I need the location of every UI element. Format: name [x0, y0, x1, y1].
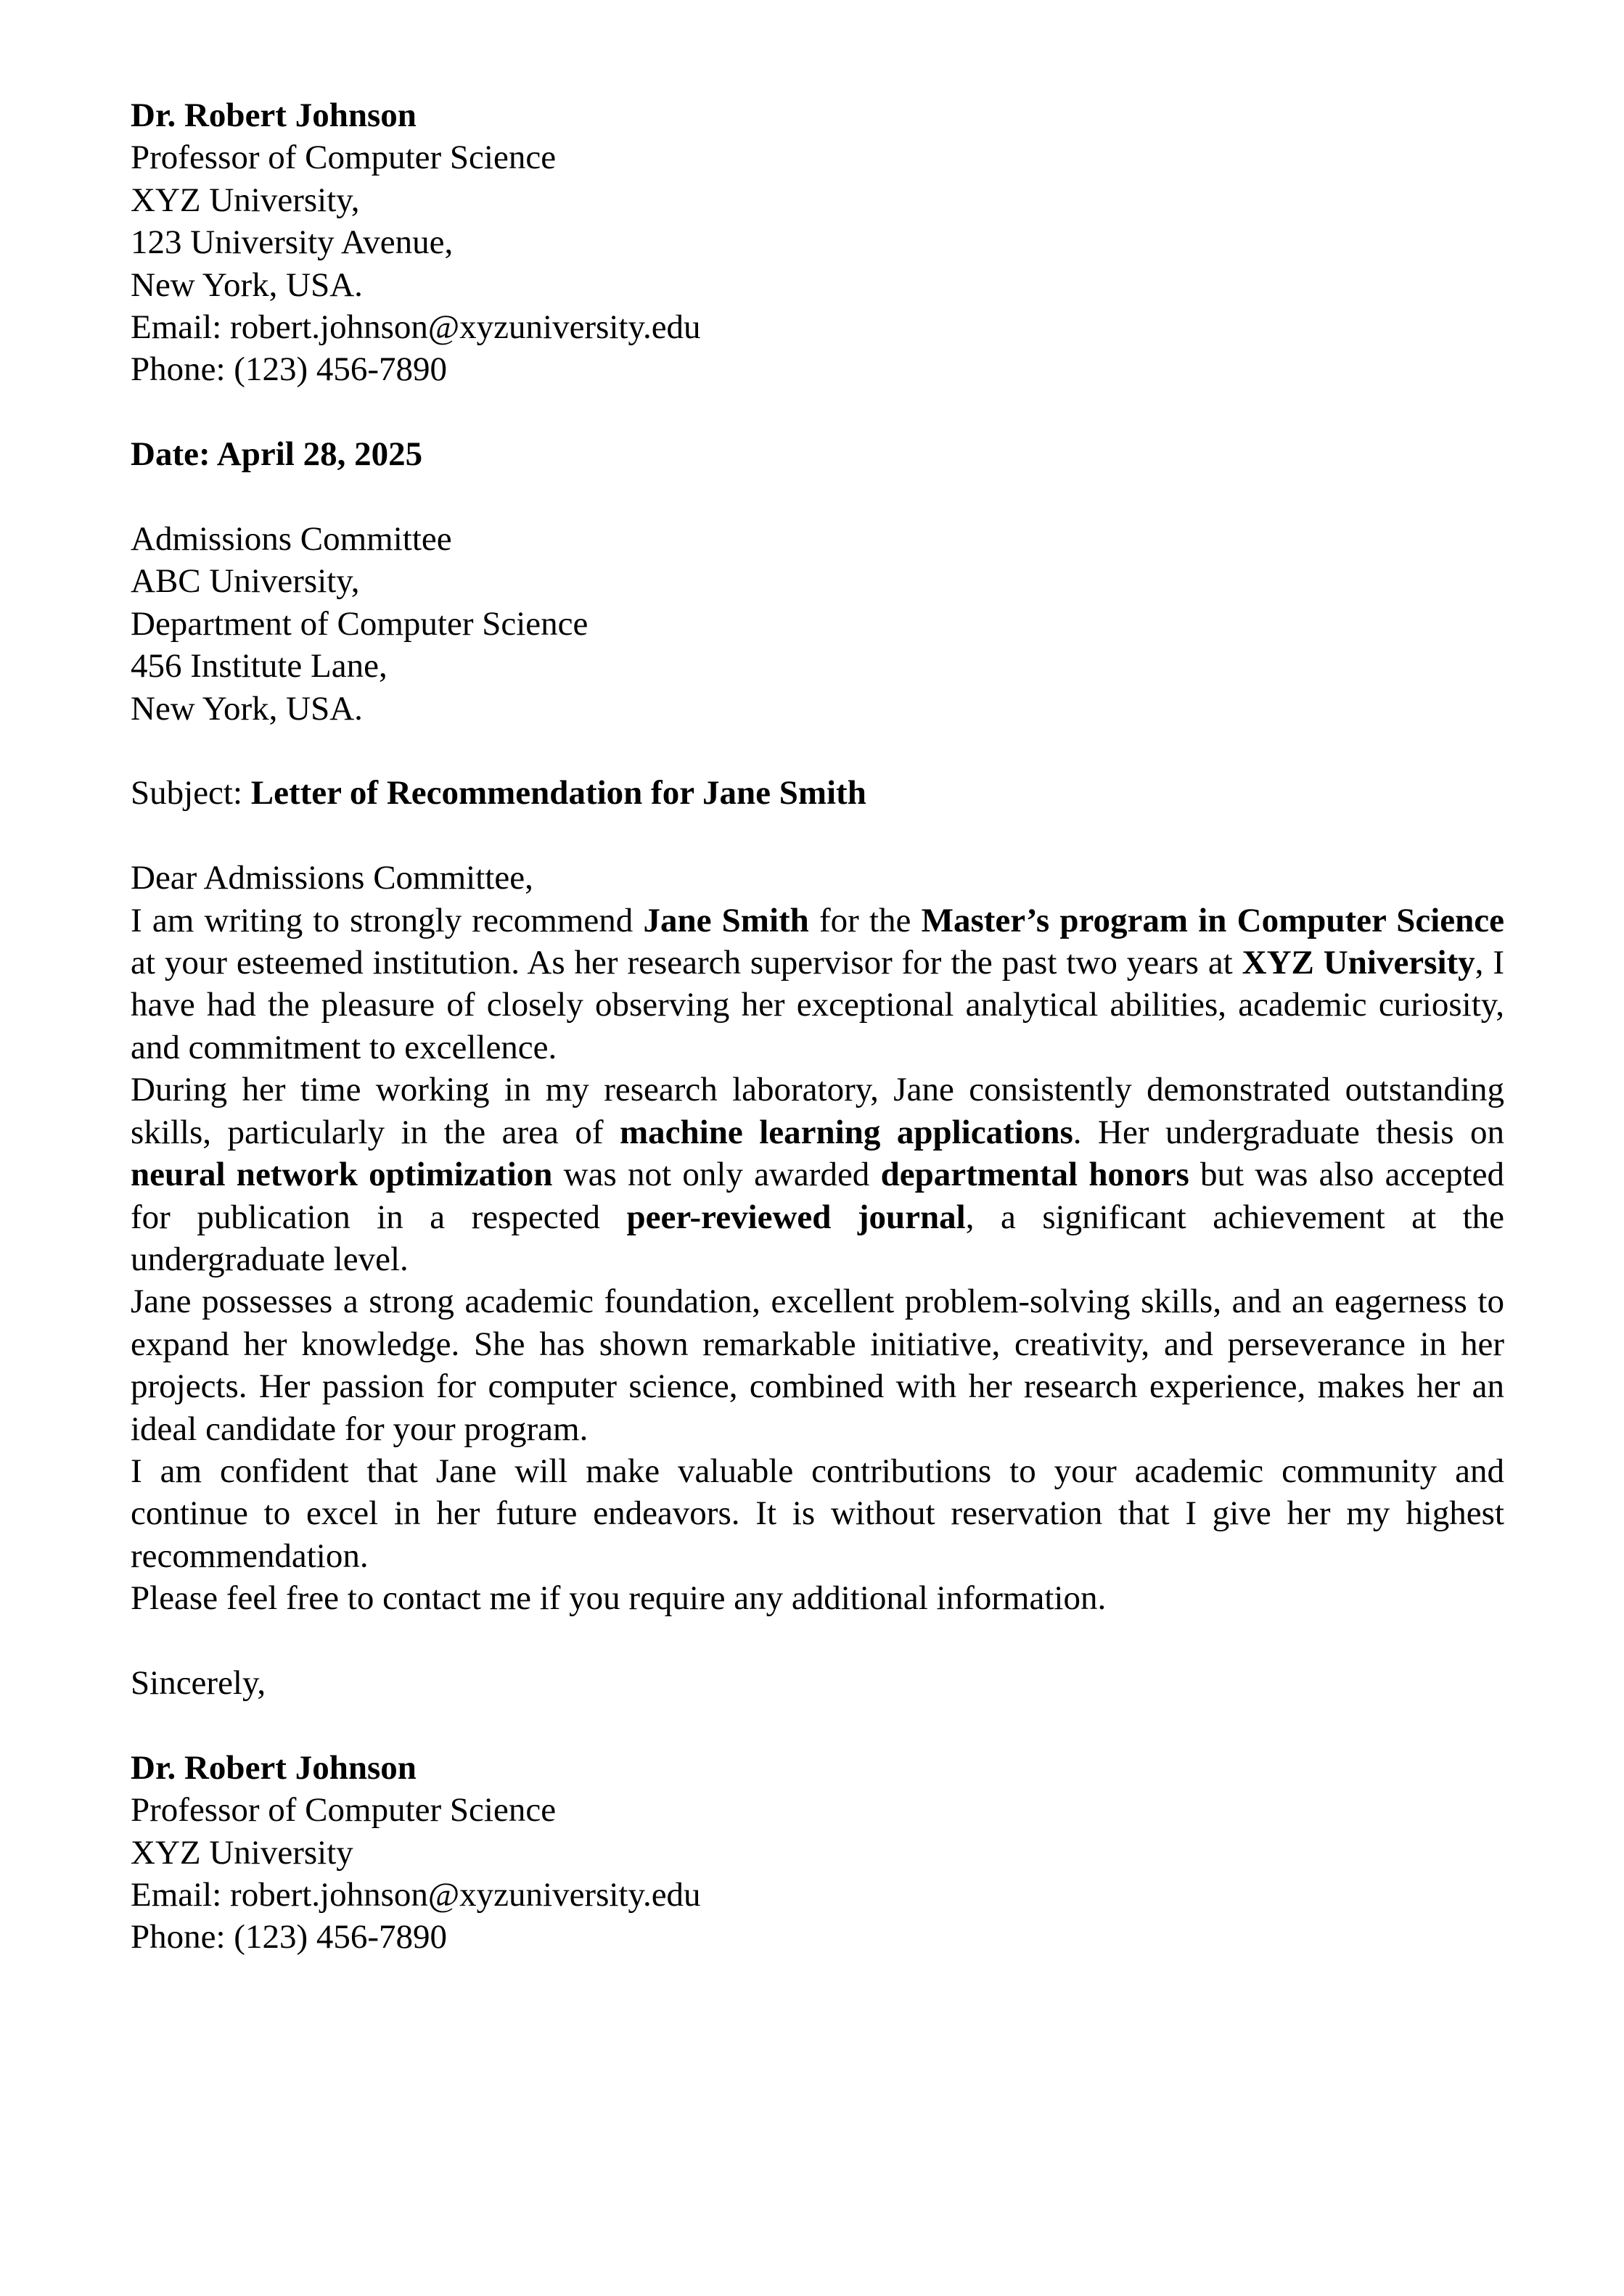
- signature-name: Dr. Robert Johnson: [131, 1748, 417, 1787]
- salutation: [131, 857, 1504, 899]
- p2-text: but was also accepted for publication in a respected: [131, 1156, 1504, 1236]
- p2-text: During her time working in my research laboratory, Jane consistently demonstrated outstanding skills, particularly in the area of: [131, 1071, 1504, 1151]
- signature-phone: Phone: (123) 456-7890: [131, 1918, 448, 1956]
- p2-text: , a significant achievement at the undergraduate level.: [131, 1198, 1504, 1278]
- subject-text: Letter of Recommendation for Jane Smith: [250, 774, 866, 812]
- p1-bold: Jane Smith: [643, 901, 809, 939]
- letter-date: Date: April 28, 2025: [131, 435, 423, 474]
- p1-text: at your esteemed institution. As her research supervisor for the past two years at: [131, 944, 1242, 982]
- sender-email: Email: robert.johnson@xyzuniversity.edu: [131, 308, 701, 347]
- body-paragraph-1: [131, 900, 1504, 1069]
- sender-institution: XYZ University,: [131, 181, 360, 219]
- salutation-text: Dear Admissions Committee,: [131, 859, 533, 897]
- p2-bold: neural network optimization: [131, 1156, 553, 1194]
- body-paragraph-2: [131, 1069, 1504, 1280]
- sender-city: New York, USA.: [131, 266, 363, 304]
- p2-bold: machine learning applications: [620, 1113, 1073, 1151]
- sender-title: Professor of Computer Science: [131, 139, 557, 177]
- body-paragraph-5: Please feel free to contact me if you require any additional information.: [131, 1579, 1107, 1618]
- sender-street: 123 University Avenue,: [131, 223, 454, 262]
- recipient-block: [131, 518, 1504, 730]
- p1-bold: XYZ University: [1242, 944, 1475, 982]
- recipient-line: Department of Computer Science: [131, 604, 589, 643]
- date-block: [131, 433, 1504, 475]
- signature-title: Professor of Computer Science: [131, 1791, 557, 1830]
- sender-phone: Phone: (123) 456-7890: [131, 350, 448, 389]
- body-paragraph-4: I am confident that Jane will make valuable contributions to your academic community and continue to excel in her future endeavors. It is without reservation that I give her my highest recommendation.: [131, 1452, 1504, 1575]
- recipient-line: Admissions Committee: [131, 520, 452, 559]
- p1-bold: Master’s program in Computer Science: [921, 901, 1505, 939]
- signature-block: [131, 1747, 1504, 1959]
- recipient-line: 456 Institute Lane,: [131, 647, 387, 686]
- recipient-line: ABC University,: [131, 562, 360, 601]
- letter-content: [131, 94, 1504, 1959]
- closing: [131, 1662, 1504, 1704]
- signature-institution: XYZ University: [131, 1833, 353, 1872]
- subject-label: Subject:: [131, 774, 251, 812]
- p2-text: . Her undergraduate thesis on: [1073, 1113, 1504, 1151]
- closing-text: Sincerely,: [131, 1663, 266, 1702]
- recipient-line: New York, USA.: [131, 689, 363, 728]
- p2-bold: peer-reviewed journal: [626, 1198, 966, 1236]
- signature-email: Email: robert.johnson@xyzuniversity.edu: [131, 1875, 701, 1914]
- sender-block: [131, 94, 1504, 391]
- p1-text: , I have had the pleasure of closely observing her exceptional analytical abilities, academic curiosity, and commitment to excellence.: [131, 944, 1504, 1066]
- body-paragraph-3: Jane possesses a strong academic foundation, excellent problem-solving skills, and an eagerness to expand her knowledge. She has shown remarkable initiative, creativity, and perseverance in her projects. Her passion for computer science, combined with her research experience, makes her an ideal candidate for your program.: [131, 1283, 1504, 1448]
- subject-line: [131, 772, 1504, 814]
- sender-name: Dr. Robert Johnson: [131, 96, 417, 134]
- p2-text: was not only awarded: [552, 1156, 881, 1194]
- p1-text: I am writing to strongly recommend: [131, 901, 644, 939]
- p2-bold: departmental honors: [880, 1156, 1189, 1194]
- p1-text: for the: [808, 901, 922, 939]
